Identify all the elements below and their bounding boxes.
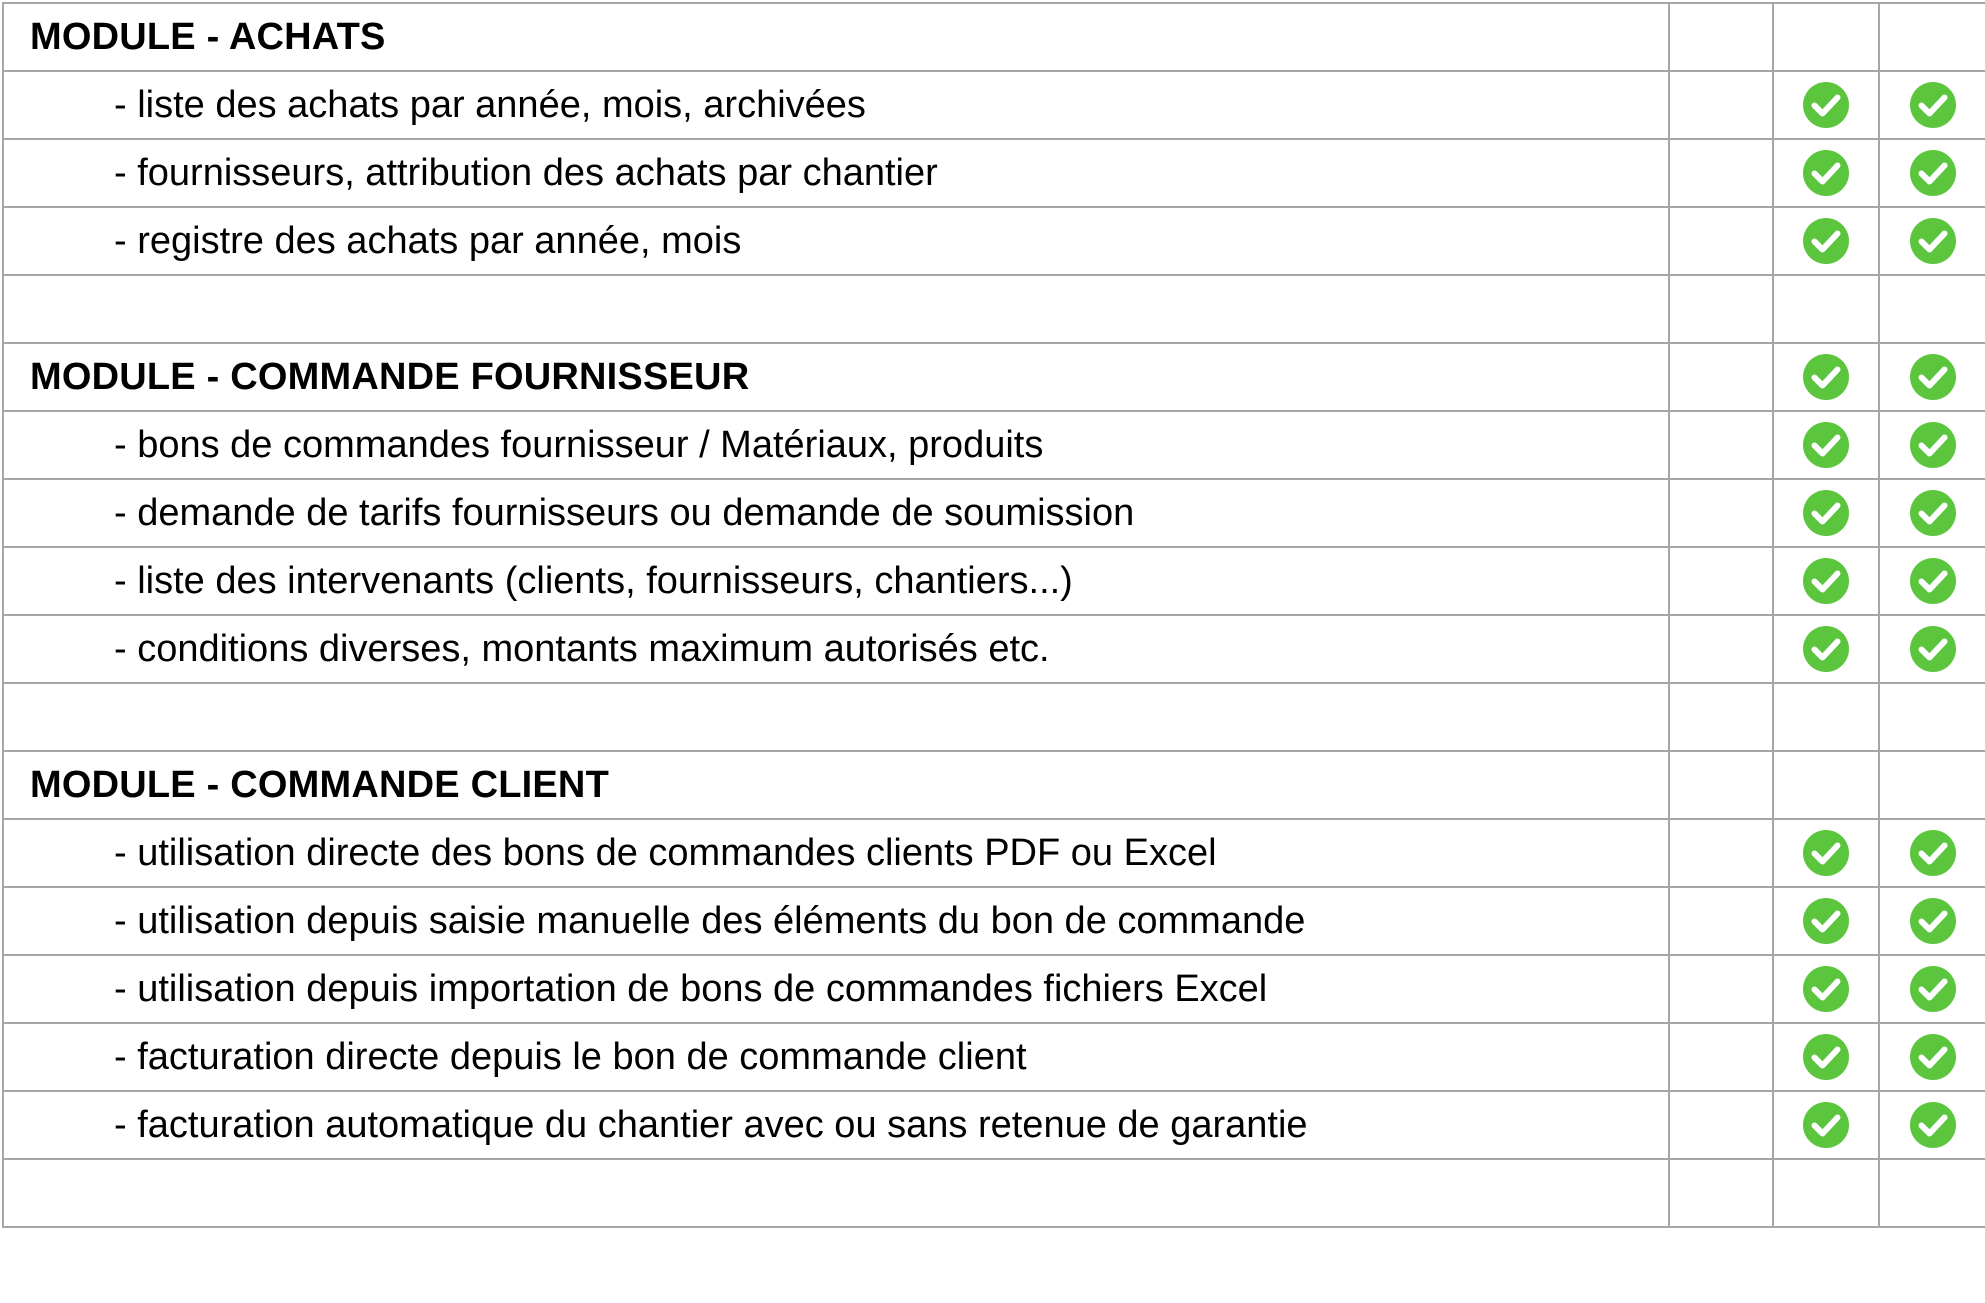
module-header-row <box>3 3 1985 71</box>
feature-label: - demande de tarifs fournisseurs ou demande de soumission <box>114 491 1135 534</box>
feature-row <box>3 547 1985 615</box>
check-cell-col-1 <box>1669 955 1773 1023</box>
module-title: MODULE - COMMANDE CLIENT <box>30 763 609 806</box>
check-cell-col-1 <box>1669 343 1773 411</box>
check-cell-col-3 <box>1879 615 1985 683</box>
check-cell-col-1 <box>1669 1091 1773 1159</box>
blank-row <box>3 1159 1985 1227</box>
check-circle-icon <box>1802 217 1850 265</box>
feature-label: - registre des achats par année, mois <box>114 219 742 262</box>
check-cell-col-3 <box>1879 1159 1985 1227</box>
feature-label-cell <box>3 275 1669 343</box>
feature-row <box>3 615 1985 683</box>
check-circle-icon <box>1909 353 1957 401</box>
module-title-cell <box>3 751 1669 819</box>
feature-row <box>3 955 1985 1023</box>
check-cell-col-3 <box>1879 411 1985 479</box>
check-cell-col-2 <box>1773 3 1879 71</box>
check-cell-col-2 <box>1773 411 1879 479</box>
check-cell-col-1 <box>1669 887 1773 955</box>
check-cell-col-1 <box>1669 819 1773 887</box>
check-cell-col-3 <box>1879 887 1985 955</box>
feature-label: - facturation automatique du chantier avec ou sans retenue de garantie <box>114 1103 1308 1146</box>
check-cell-col-3 <box>1879 71 1985 139</box>
check-cell-col-2 <box>1773 683 1879 751</box>
check-cell-col-2 <box>1773 819 1879 887</box>
feature-row <box>3 479 1985 547</box>
module-title-cell <box>3 343 1669 411</box>
check-cell-col-2 <box>1773 615 1879 683</box>
feature-label-cell <box>3 955 1669 1023</box>
check-circle-icon <box>1802 625 1850 673</box>
check-cell-col-2 <box>1773 343 1879 411</box>
check-cell-col-2 <box>1773 1023 1879 1091</box>
check-cell-col-2 <box>1773 547 1879 615</box>
feature-label-cell <box>3 1023 1669 1091</box>
check-circle-icon <box>1802 149 1850 197</box>
feature-label-cell <box>3 819 1669 887</box>
feature-label-cell <box>3 1159 1669 1227</box>
blank-row <box>3 275 1985 343</box>
check-circle-icon <box>1909 625 1957 673</box>
check-circle-icon <box>1802 1033 1850 1081</box>
check-circle-icon <box>1909 81 1957 129</box>
check-cell-col-2 <box>1773 275 1879 343</box>
feature-label-cell <box>3 1091 1669 1159</box>
feature-label-cell <box>3 615 1669 683</box>
check-cell-col-3 <box>1879 343 1985 411</box>
feature-label: - bons de commandes fournisseur / Matériaux, produits <box>114 423 1044 466</box>
check-cell-col-3 <box>1879 751 1985 819</box>
feature-label: - fournisseurs, attribution des achats par chantier <box>114 151 938 194</box>
check-circle-icon <box>1802 965 1850 1013</box>
check-circle-icon <box>1802 489 1850 537</box>
feature-label: - utilisation directe des bons de commandes clients PDF ou Excel <box>114 831 1217 874</box>
feature-row <box>3 887 1985 955</box>
check-cell-col-2 <box>1773 1159 1879 1227</box>
check-cell-col-3 <box>1879 955 1985 1023</box>
check-cell-col-3 <box>1879 1091 1985 1159</box>
check-circle-icon <box>1909 965 1957 1013</box>
check-cell-col-2 <box>1773 751 1879 819</box>
check-cell-col-2 <box>1773 207 1879 275</box>
check-cell-col-3 <box>1879 1023 1985 1091</box>
check-cell-col-2 <box>1773 955 1879 1023</box>
check-circle-icon <box>1802 353 1850 401</box>
feature-label: - utilisation depuis importation de bons de commandes fichiers Excel <box>114 967 1268 1010</box>
check-cell-col-1 <box>1669 411 1773 479</box>
check-cell-col-1 <box>1669 751 1773 819</box>
check-circle-icon <box>1909 149 1957 197</box>
check-cell-col-2 <box>1773 1091 1879 1159</box>
feature-row <box>3 71 1985 139</box>
check-cell-col-1 <box>1669 547 1773 615</box>
feature-row <box>3 819 1985 887</box>
check-circle-icon <box>1802 829 1850 877</box>
check-cell-col-3 <box>1879 683 1985 751</box>
check-circle-icon <box>1802 81 1850 129</box>
module-title-cell <box>3 3 1669 71</box>
blank-row <box>3 683 1985 751</box>
check-cell-col-2 <box>1773 887 1879 955</box>
check-cell-col-3 <box>1879 479 1985 547</box>
check-circle-icon <box>1909 1101 1957 1149</box>
check-cell-col-1 <box>1669 71 1773 139</box>
check-cell-col-1 <box>1669 275 1773 343</box>
check-circle-icon <box>1909 829 1957 877</box>
check-circle-icon <box>1802 557 1850 605</box>
feature-label: - utilisation depuis saisie manuelle des éléments du bon de commande <box>114 899 1306 942</box>
check-cell-col-1 <box>1669 207 1773 275</box>
check-cell-col-2 <box>1773 71 1879 139</box>
check-circle-icon <box>1909 557 1957 605</box>
check-cell-col-3 <box>1879 275 1985 343</box>
module-title: MODULE - COMMANDE FOURNISSEUR <box>30 355 750 398</box>
check-cell-col-1 <box>1669 1159 1773 1227</box>
feature-rows <box>3 3 1985 1227</box>
check-cell-col-1 <box>1669 479 1773 547</box>
feature-label-cell <box>3 683 1669 751</box>
check-cell-col-3 <box>1879 207 1985 275</box>
feature-row <box>3 1023 1985 1091</box>
check-circle-icon <box>1909 1033 1957 1081</box>
feature-label: - liste des intervenants (clients, fournisseurs, chantiers...) <box>114 559 1073 602</box>
check-cell-col-1 <box>1669 3 1773 71</box>
check-cell-col-1 <box>1669 1023 1773 1091</box>
feature-label-cell <box>3 207 1669 275</box>
check-circle-icon <box>1802 421 1850 469</box>
feature-table <box>2 2 1985 1228</box>
feature-row <box>3 207 1985 275</box>
module-title: MODULE - ACHATS <box>30 15 386 58</box>
check-circle-icon <box>1802 897 1850 945</box>
feature-row <box>3 411 1985 479</box>
feature-label-cell <box>3 887 1669 955</box>
feature-label-cell <box>3 139 1669 207</box>
feature-row <box>3 139 1985 207</box>
feature-label: - facturation directe depuis le bon de commande client <box>114 1035 1027 1078</box>
feature-label-cell <box>3 71 1669 139</box>
check-cell-col-3 <box>1879 3 1985 71</box>
feature-label-cell <box>3 547 1669 615</box>
feature-label: - conditions diverses, montants maximum autorisés etc. <box>114 627 1050 670</box>
check-circle-icon <box>1909 421 1957 469</box>
module-header-row <box>3 751 1985 819</box>
check-cell-col-1 <box>1669 615 1773 683</box>
check-circle-icon <box>1802 1101 1850 1149</box>
check-circle-icon <box>1909 489 1957 537</box>
check-cell-col-1 <box>1669 683 1773 751</box>
feature-label: - liste des achats par année, mois, archivées <box>114 83 866 126</box>
feature-label-cell <box>3 479 1669 547</box>
check-cell-col-3 <box>1879 819 1985 887</box>
check-circle-icon <box>1909 897 1957 945</box>
module-header-row <box>3 343 1985 411</box>
check-circle-icon <box>1909 217 1957 265</box>
feature-label-cell <box>3 411 1669 479</box>
check-cell-col-2 <box>1773 479 1879 547</box>
feature-row <box>3 1091 1985 1159</box>
check-cell-col-3 <box>1879 139 1985 207</box>
check-cell-col-1 <box>1669 139 1773 207</box>
check-cell-col-2 <box>1773 139 1879 207</box>
check-cell-col-3 <box>1879 547 1985 615</box>
